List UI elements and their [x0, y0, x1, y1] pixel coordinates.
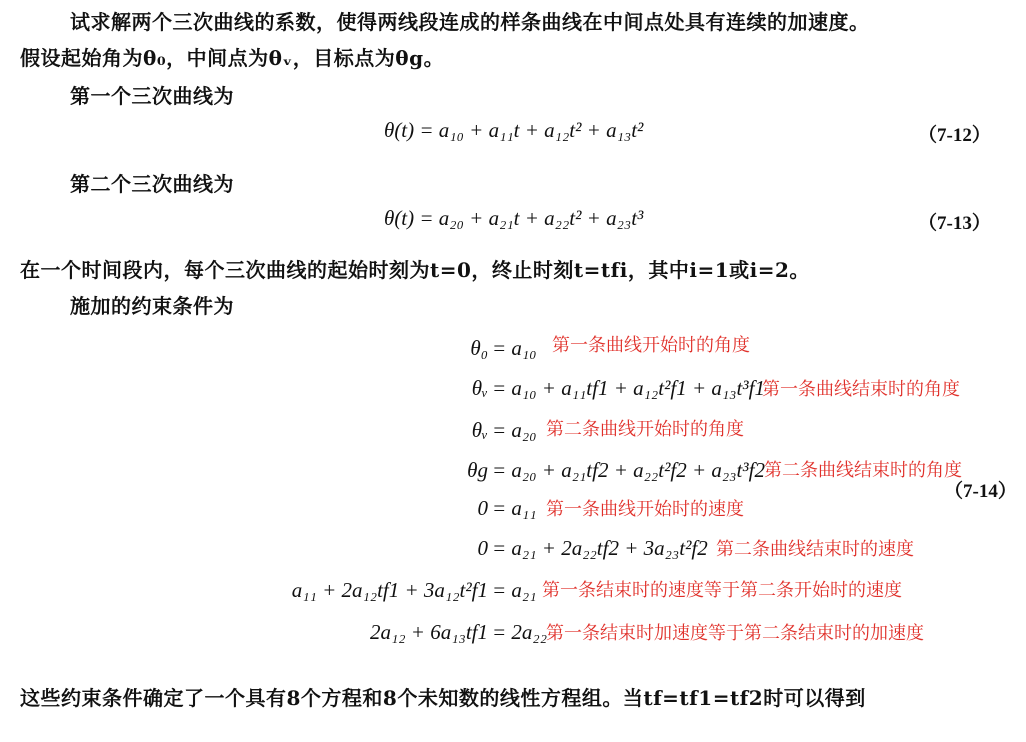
constraint-rhs: = a₂₀ + a₂₁tf2 + a₂₂t²f2 + a₂₃t³f2 [492, 458, 765, 482]
constraint-rhs: = a₂₁ [492, 578, 537, 602]
constraint-note: 第二条曲线开始时的角度 [546, 419, 744, 440]
constraint-rhs: = a₁₁ [492, 496, 537, 520]
constraint-rhs: = a₁₀ [492, 336, 537, 360]
constraint-note: 第二条曲线结束时的角度 [764, 460, 962, 481]
constraints-heading: 施加的约束条件为 [70, 294, 234, 318]
equation-number-7-14: （7-14） [944, 481, 1017, 502]
constraint-lhs: 2a₁₂ + 6a₁₃tf1 [369, 620, 488, 644]
equation-7-13: θ(t) = a₂₀ + a₂₁t + a₂₂t² + a₂₃t³ [384, 206, 644, 230]
intro-line-1: 试求解两个三次曲线的系数，使得两线段连成的样条曲线在中间点处具有连续的加速度。 [70, 10, 870, 34]
constraint-row [0, 370, 1026, 404]
constraint-lhs: 0 [477, 496, 488, 520]
time-interval-text: 在一个时间段内，每个三次曲线的起始时刻为t=0，终止时刻t=tfi，其中i=1或i=2。 [20, 258, 810, 282]
constraint-row [0, 614, 1026, 648]
constraint-lhs: θᵥ [471, 376, 488, 400]
constraint-note: 第一条曲线结束时的角度 [762, 379, 960, 400]
constraint-lhs: θg [467, 458, 488, 482]
equation-7-12: θ(t) = a₁₀ + a₁₁t + a₁₂t² + a₁₃t² [384, 118, 644, 142]
constraint-rhs: = a₂₁ + 2a₂₂tf2 + 3a₂₃t²f2 [492, 536, 708, 560]
constraint-row [0, 330, 1026, 364]
constraint-lhs: θ₀ [470, 336, 488, 360]
conclusion-text: 这些约束条件确定了一个具有8个方程和8个未知数的线性方程组。当tf=tf1=tf2时可以得到 [20, 686, 866, 710]
constraint-lhs: 0 [477, 536, 488, 560]
constraint-lhs: a₁₁ + 2a₁₂tf1 + 3a₁₂t²f1 [291, 578, 488, 602]
constraint-rhs: = a₂₀ [492, 418, 537, 442]
equation-number-7-12: （7-12） [918, 125, 991, 146]
constraint-note: 第二条曲线结束时的速度 [716, 539, 914, 560]
constraint-row [0, 530, 1026, 564]
constraint-note: 第一条曲线开始时的角度 [552, 335, 750, 356]
constraint-rhs: = 2a₂₂ [492, 620, 548, 644]
equation-number-7-13: （7-13） [918, 213, 991, 234]
constraint-note: 第一条曲线开始时的速度 [546, 499, 744, 520]
constraint-row [0, 572, 1026, 606]
second-curve-heading: 第二个三次曲线为 [70, 172, 234, 196]
constraint-note: 第一条结束时的速度等于第二条开始时的速度 [542, 580, 902, 601]
constraint-lhs: θᵥ [471, 418, 488, 442]
constraint-row [0, 412, 1026, 446]
intro-line-2: 假设起始角为θ₀，中间点为θᵥ，目标点为θg。 [20, 46, 445, 70]
constraint-row [0, 490, 1026, 524]
constraint-row [0, 452, 1026, 486]
first-curve-heading: 第一个三次曲线为 [70, 84, 234, 108]
constraint-rhs: = a₁₀ + a₁₁tf1 + a₁₂t²f1 + a₁₃t³f1 [492, 376, 765, 400]
constraint-note: 第一条结束时加速度等于第二条结束时的加速度 [546, 623, 924, 644]
